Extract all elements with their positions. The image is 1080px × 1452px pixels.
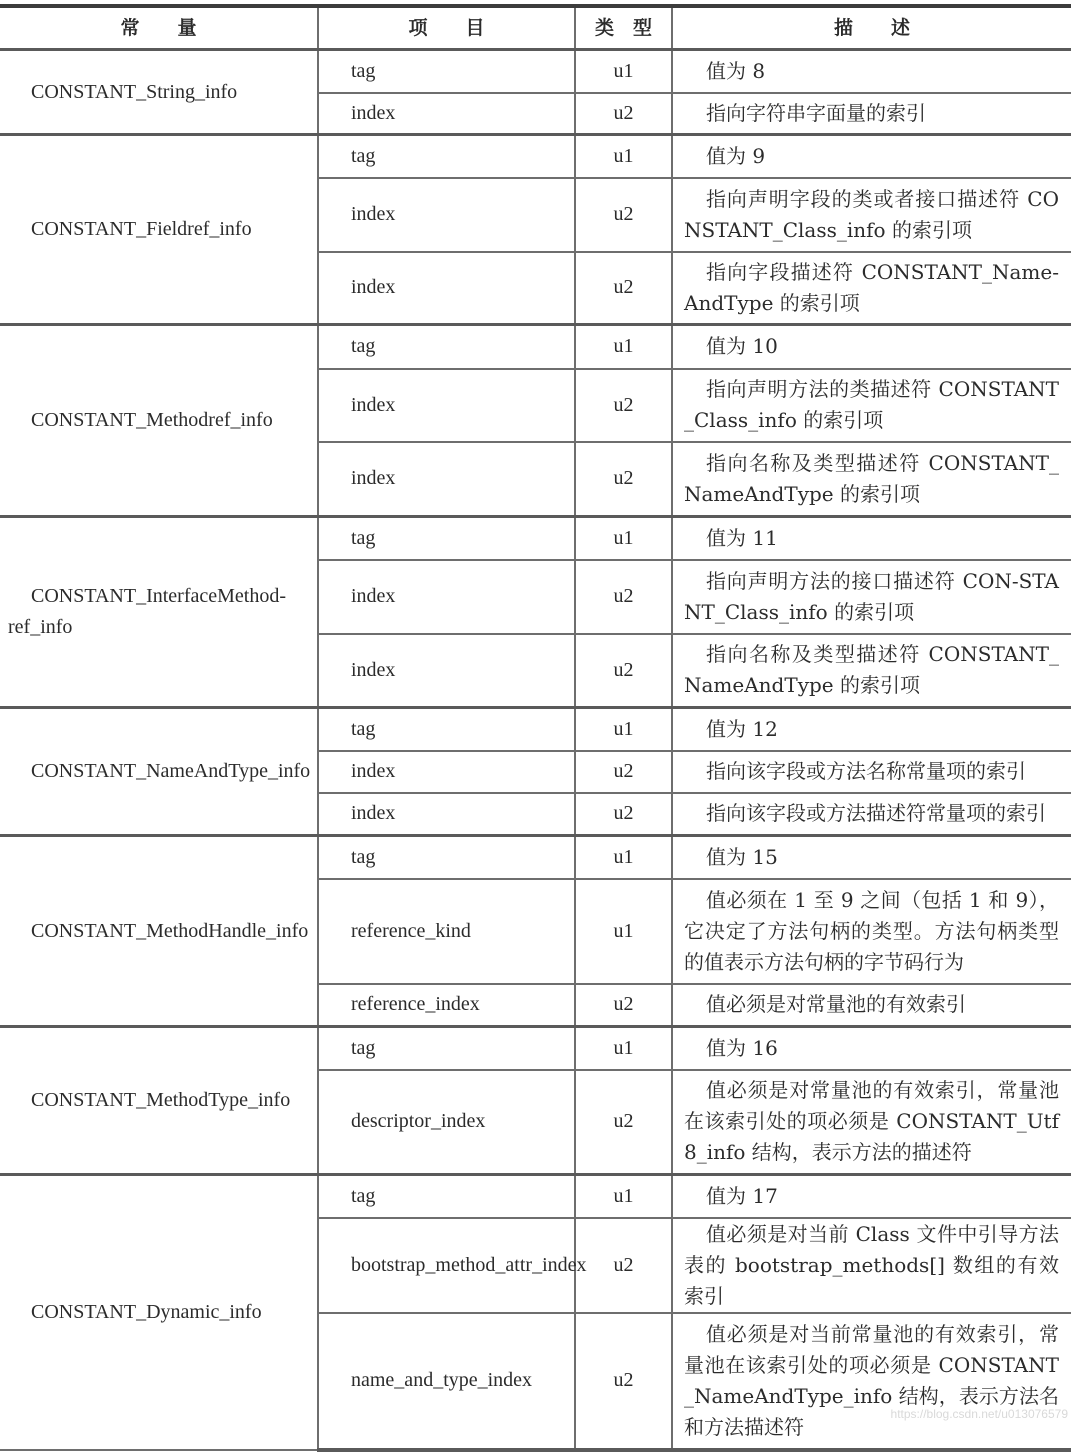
item-name: name_and_type_index xyxy=(318,1313,575,1450)
item-name: index xyxy=(318,634,575,708)
constant-name: CONSTANT_NameAndType_info xyxy=(0,708,318,836)
item-type: u2 xyxy=(575,560,672,634)
table-row xyxy=(0,325,1071,369)
item-description: 值必须是对常量池的有效索引 xyxy=(672,984,1071,1027)
constant-name: CONSTANT_Methodref_info xyxy=(0,325,318,517)
item-type: u2 xyxy=(575,1070,672,1175)
item-description: 值为 8 xyxy=(672,50,1071,93)
item-type: u2 xyxy=(575,93,672,135)
item-description: 指向声明方法的接口描述符 CON-STANT_Class_info 的索引项 xyxy=(672,560,1071,634)
constant-pool-table xyxy=(0,4,1071,1452)
item-description: 指向声明方法的类描述符 CONSTANT_Class_info 的索引项 xyxy=(672,369,1071,442)
item-description: 指向声明字段的类或者接口描述符 CONSTANT_Class_info 的索引项 xyxy=(672,178,1071,252)
item-name: index xyxy=(318,793,575,836)
item-name: tag xyxy=(318,1175,575,1218)
header-type: 类 型 xyxy=(575,6,672,50)
item-description: 指向字段描述符 CONSTANT_Name-AndType 的索引项 xyxy=(672,252,1071,325)
item-name: index xyxy=(318,751,575,793)
constant-name: CONSTANT_MethodHandle_info xyxy=(0,836,318,1027)
item-name: index xyxy=(318,252,575,325)
item-name: tag xyxy=(318,50,575,93)
item-type: u2 xyxy=(575,751,672,793)
header-row xyxy=(0,6,1071,50)
item-name: descriptor_index xyxy=(318,1070,575,1175)
item-description: 值必须是对当前 Class 文件中引导方法表的 bootstrap_methods[] 数组的有效索引 xyxy=(672,1218,1071,1313)
item-name: reference_index xyxy=(318,984,575,1027)
table-row xyxy=(0,708,1071,751)
item-name: tag xyxy=(318,836,575,879)
item-name: tag xyxy=(318,135,575,178)
constant-name: CONSTANT_Dynamic_info xyxy=(0,1175,318,1450)
header-description: 描 述 xyxy=(672,6,1071,50)
item-type: u1 xyxy=(575,1175,672,1218)
item-description: 指向字符串字面量的索引 xyxy=(672,93,1071,135)
item-name: tag xyxy=(318,325,575,369)
header-item: 项 目 xyxy=(318,6,575,50)
item-name: tag xyxy=(318,708,575,751)
item-description: 指向名称及类型描述符 CONSTANT_NameAndType 的索引项 xyxy=(672,634,1071,708)
item-type: u2 xyxy=(575,178,672,252)
item-type: u1 xyxy=(575,50,672,93)
item-name: index xyxy=(318,178,575,252)
watermark: https://blog.csdn.net/u013076579 xyxy=(890,1407,1068,1421)
constant-name: CONSTANT_MethodType_info xyxy=(0,1027,318,1175)
item-name: bootstrap_method_attr_index xyxy=(318,1218,575,1313)
item-type: u2 xyxy=(575,1313,672,1450)
item-name: tag xyxy=(318,1027,575,1070)
item-type: u1 xyxy=(575,1027,672,1070)
item-type: u1 xyxy=(575,325,672,369)
item-description: 值为 11 xyxy=(672,517,1071,560)
item-description: 值为 9 xyxy=(672,135,1071,178)
table-row xyxy=(0,836,1071,879)
item-type: u1 xyxy=(575,517,672,560)
item-description: 指向该字段或方法描述符常量项的索引 xyxy=(672,793,1071,836)
item-description: 值为 10 xyxy=(672,325,1071,369)
item-type: u2 xyxy=(575,252,672,325)
table-row xyxy=(0,50,1071,93)
item-type: u2 xyxy=(575,442,672,517)
item-name: reference_kind xyxy=(318,879,575,984)
item-description: 值为 17 xyxy=(672,1175,1071,1218)
table-row xyxy=(0,517,1071,560)
item-description: 值为 15 xyxy=(672,836,1071,879)
item-description: 值必须是对常量池的有效索引，常量池在该索引处的项必须是 CONSTANT_Utf8_info 结构，表示方法的描述符 xyxy=(672,1070,1071,1175)
table-row xyxy=(0,135,1071,178)
table-row xyxy=(0,1027,1071,1070)
constant-name: CONSTANT_InterfaceMethod-ref_info xyxy=(0,517,318,708)
table-row xyxy=(0,1175,1071,1218)
constant-name: CONSTANT_String_info xyxy=(0,50,318,135)
item-name: index xyxy=(318,93,575,135)
item-description: 值必须在 1 至 9 之间（包括 1 和 9），它决定了方法句柄的类型。方法句柄类型的值表示方法句柄的字节码行为 xyxy=(672,879,1071,984)
item-type: u1 xyxy=(575,879,672,984)
item-type: u2 xyxy=(575,793,672,836)
item-name: index xyxy=(318,442,575,517)
item-name: index xyxy=(318,369,575,442)
header-constant: 常 量 xyxy=(0,6,318,50)
item-name: index xyxy=(318,560,575,634)
item-type: u2 xyxy=(575,369,672,442)
item-description: 值必须是对当前常量池的有效索引，常量池在该索引处的项必须是 CONSTANT_NameAndType_info 结构，表示方法名和方法描述符 xyxy=(672,1313,1071,1450)
item-type: u2 xyxy=(575,634,672,708)
item-name: tag xyxy=(318,517,575,560)
constant-name: CONSTANT_Fieldref_info xyxy=(0,135,318,325)
item-type: u1 xyxy=(575,836,672,879)
item-type: u2 xyxy=(575,1218,672,1313)
item-type: u1 xyxy=(575,708,672,751)
item-type: u1 xyxy=(575,135,672,178)
item-description: 值为 12 xyxy=(672,708,1071,751)
item-description: 值为 16 xyxy=(672,1027,1071,1070)
item-description: 指向名称及类型描述符 CONSTANT_NameAndType 的索引项 xyxy=(672,442,1071,517)
item-description: 指向该字段或方法名称常量项的索引 xyxy=(672,751,1071,793)
item-type: u2 xyxy=(575,984,672,1027)
